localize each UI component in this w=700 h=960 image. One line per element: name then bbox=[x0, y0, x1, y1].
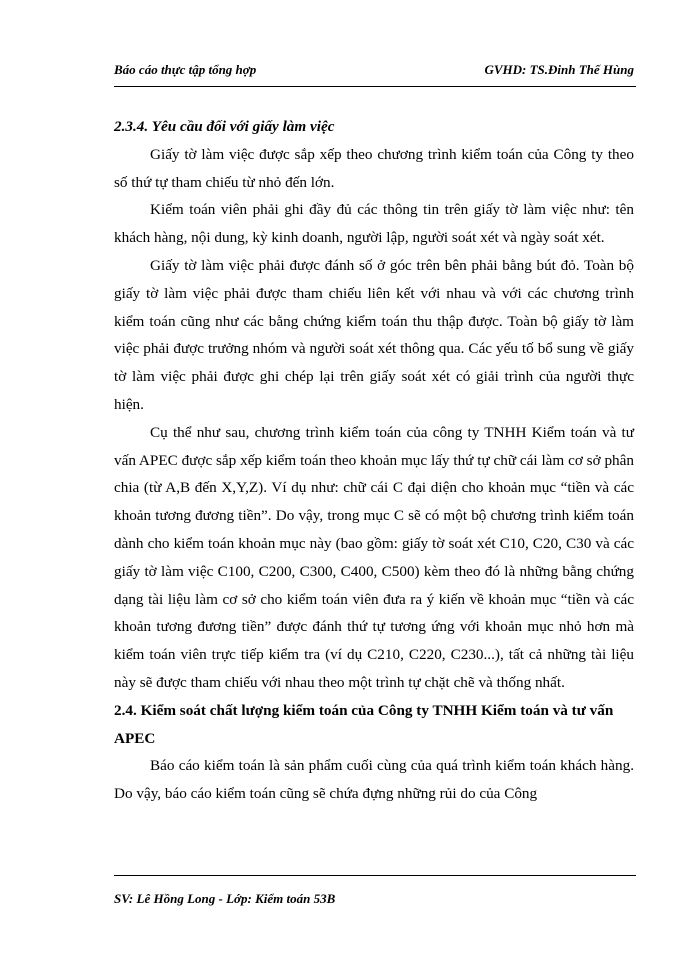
paragraph: Kiểm toán viên phải ghi đầy đủ các thông tin trên giấy tờ làm việc như: tên khách hàng, nội dung, kỳ kinh doanh, người lập, người soát xét và ngày soát xét. bbox=[114, 201, 634, 247]
page-footer: SV: Lê Hồng Long - Lớp: Kiểm toán 53B bbox=[114, 891, 336, 906]
page-header bbox=[114, 58, 634, 80]
header-divider bbox=[114, 86, 636, 87]
paragraph: Cụ thể như sau, chương trình kiểm toán của công ty TNHH Kiểm toán và tư vấn APEC được sắp xếp kiểm toán theo khoản mục lấy thứ tự chữ cái làm cơ sở phân chia (từ A,B đến X,Y,Z). Ví dụ như: chữ cái C đại diện cho khoản mục “tiền và các khoản tương đương tiền”. Do vậy, trong mục C sẽ có một bộ chương trình kiểm toán dành cho kiểm toán khoản mục này (bao gồm: giấy tờ soát xét C10, C20, C30 và các giấy tờ làm việc C100, C200, C300, C400, C500) kèm theo đó là những bằng chứng dạng tài liệu làm cơ sở cho kiểm toán viên đưa ra ý kiến về khoản mục “tiền và các khoản tương đương tiền” được đánh thứ tự tương ứng với khoản mục nhỏ hơn mà kiểm toán viên trực tiếp kiểm tra (ví dụ C210, C220, C230...), tất cả những tài liệu này sẽ được tham chiếu với nhau theo một trình tự chặt chẽ và thống nhất. bbox=[114, 423, 634, 691]
section-234-heading: 2.3.4. Yêu cầu đối với giấy làm việc bbox=[114, 118, 335, 135]
footer-divider bbox=[114, 875, 636, 876]
page-body bbox=[114, 113, 634, 808]
paragraph: Giấy tờ làm việc phải được đánh số ở góc trên bên phải bằng bút đỏ. Toàn bộ giấy tờ làm việc phải được tham chiếu liên kết với nhau và với các chương trình kiểm toán cũng như các bằng chứng kiểm toán thu thập được. Toàn bộ giấy tờ làm việc phải được trưởng nhóm và người soát xét thông qua. Các yếu tố bổ sung về giấy tờ làm việc phải được ghi chép lại trên giấy soát xét có giải trình của người thực hiện. bbox=[114, 256, 634, 413]
header-report-title: Báo cáo thực tập tổng hợp bbox=[114, 62, 257, 77]
paragraph: Giấy tờ làm việc được sắp xếp theo chương trình kiểm toán của Công ty theo số thứ tự tham chiếu từ nhỏ đến lớn. bbox=[114, 145, 634, 191]
header-supervisor: GVHD: TS.Đinh Thế Hùng bbox=[484, 62, 634, 77]
section-24-heading: 2.4. Kiểm soát chất lượng kiểm toán của Công ty TNHH Kiểm toán và tư vấn APEC bbox=[114, 701, 614, 747]
paragraph: Báo cáo kiểm toán là sản phẩm cuối cùng của quá trình kiểm toán khách hàng. Do vậy, báo cáo kiểm toán cũng sẽ chứa đựng những rủi do của Công bbox=[114, 757, 634, 803]
